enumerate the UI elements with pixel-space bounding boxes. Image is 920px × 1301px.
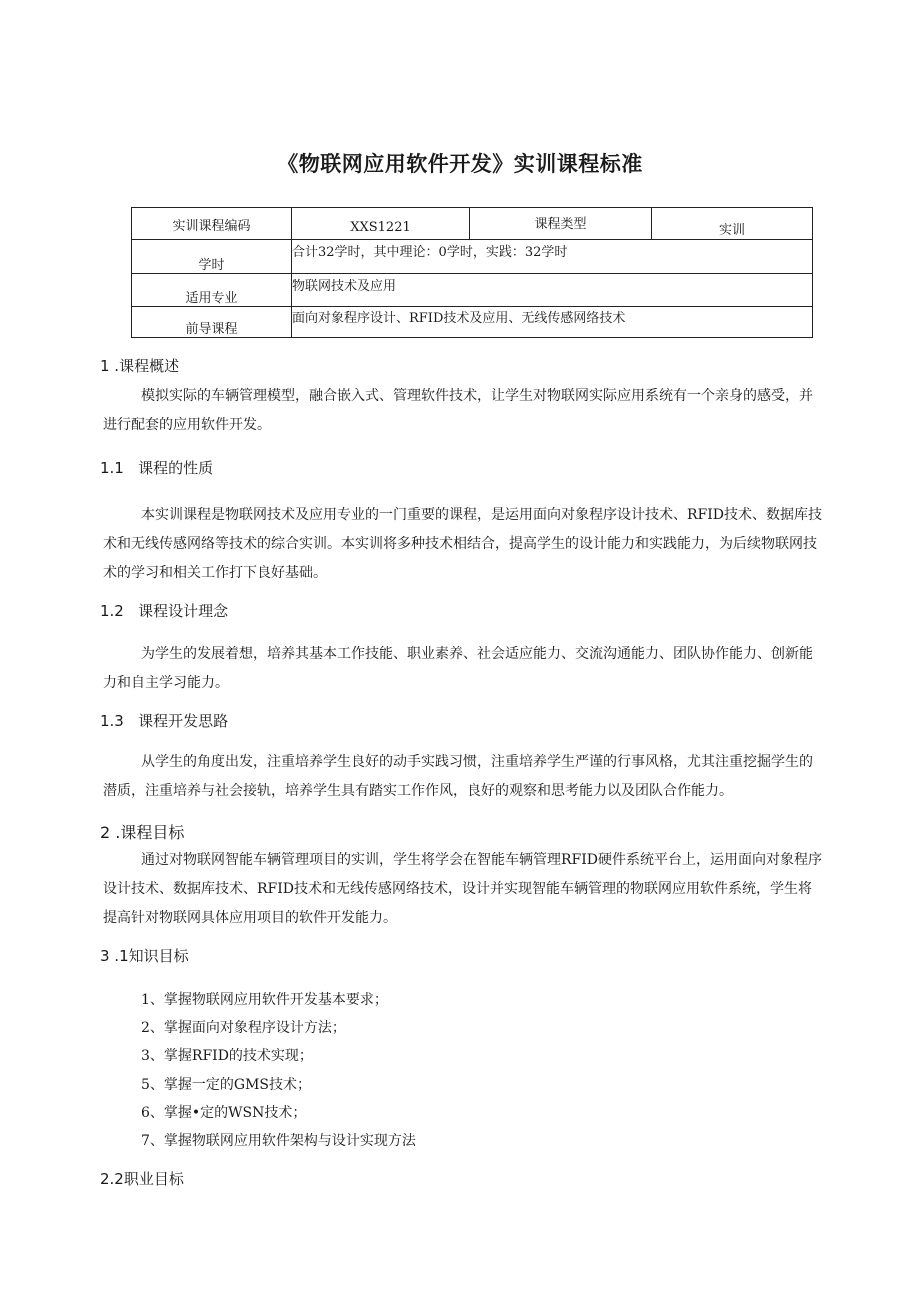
- hours-label: 学时: [132, 240, 292, 274]
- knowledge-item: 7、掌握物联网应用软件架构与设计实现方法: [141, 1133, 416, 1149]
- knowledge-item: 6、掌握•定的WSN技术；: [141, 1105, 307, 1121]
- major-label: 适用专业: [132, 274, 292, 307]
- section-1-2-text: 为学生的发展着想，培养其基本工作技能、职业素养、社会适应能力、交流沟通能力、团队协作能力、创新能力和自主学习能力。: [103, 646, 813, 691]
- knowledge-item: 5、掌握一定的GMS技术；: [141, 1077, 312, 1093]
- prereq-value: 面向对象程序设计、RFID技术及应用、无线传感网络技术: [292, 307, 813, 338]
- section-1-1-heading: 1.1 课程的性质: [100, 459, 214, 477]
- knowledge-item: 1、掌握物联网应用软件开发基本要求；: [141, 992, 388, 1008]
- course-info-table: [131, 207, 813, 338]
- section-1-3-text: 从学生的角度出发，注重培养学生良好的动手实践习惯，注重培养学生严谨的行事风格，尤其注重挖掘学生的潜质，注重培养与社会接轨，培养学生具有踏实工作作风，良好的观察和思考能力以及团队合作能力。: [103, 754, 813, 799]
- section-1-1-text: 本实训课程是物联网技术及应用专业的一门重要的课程，是运用面向对象程序设计技术、RFID技术、数据库技术和无线传感网络等技术的综合实训。本实训将多种技术相结合，提高学生的设计能力和实践能力，为后续物联网技术的学习和相关工作打下良好基础。: [103, 507, 823, 581]
- section-1-2-heading: 1.2 课程设计理念: [100, 602, 229, 620]
- section-1-heading: 1 .课程概述: [100, 357, 180, 375]
- section-1-3-heading: 1.3 课程开发思路: [100, 712, 229, 730]
- hours-value: 合计32学时，其中理论：0学时，实践：32学时: [292, 240, 813, 274]
- knowledge-item: 2、掌握面向对象程序设计方法；: [141, 1020, 346, 1036]
- section-2-2-heading: 2.2职业目标: [100, 1170, 184, 1188]
- prereq-label: 前导课程: [132, 307, 292, 338]
- section-2-heading: 2 .课程目标: [100, 823, 185, 842]
- course-code-value: XXS1221: [292, 208, 470, 240]
- section-1-text: 模拟实际的车辆管理模型，融合嵌入式、管理软件技术，让学生对物联网实际应用系统有一个亲身的感受，并进行配套的应用软件开发。: [103, 388, 813, 433]
- course-code-label: 实训课程编码: [132, 208, 292, 240]
- knowledge-item: 3、掌握RFID的技术实现；: [141, 1048, 313, 1064]
- section-2-text: 通过对物联网智能车辆管理项目的实训，学生将学会在智能车辆管理RFID硬件系统平台上，运用面向对象程序设计技术、数据库技术、RFID技术和无线传感网络技术，设计并实现智能车辆管理的物联网应用软件系统，学生将提高针对物联网具体应用项目的软件开发能力。: [103, 852, 823, 926]
- course-type-label: 课程类型: [470, 208, 652, 240]
- course-type-value: 实训: [652, 208, 813, 240]
- section-3-1-heading: 3 .1知识目标: [100, 947, 189, 965]
- document-title: 《物联网应用软件开发》实训课程标准: [277, 152, 643, 176]
- major-value: 物联网技术及应用: [292, 274, 813, 307]
